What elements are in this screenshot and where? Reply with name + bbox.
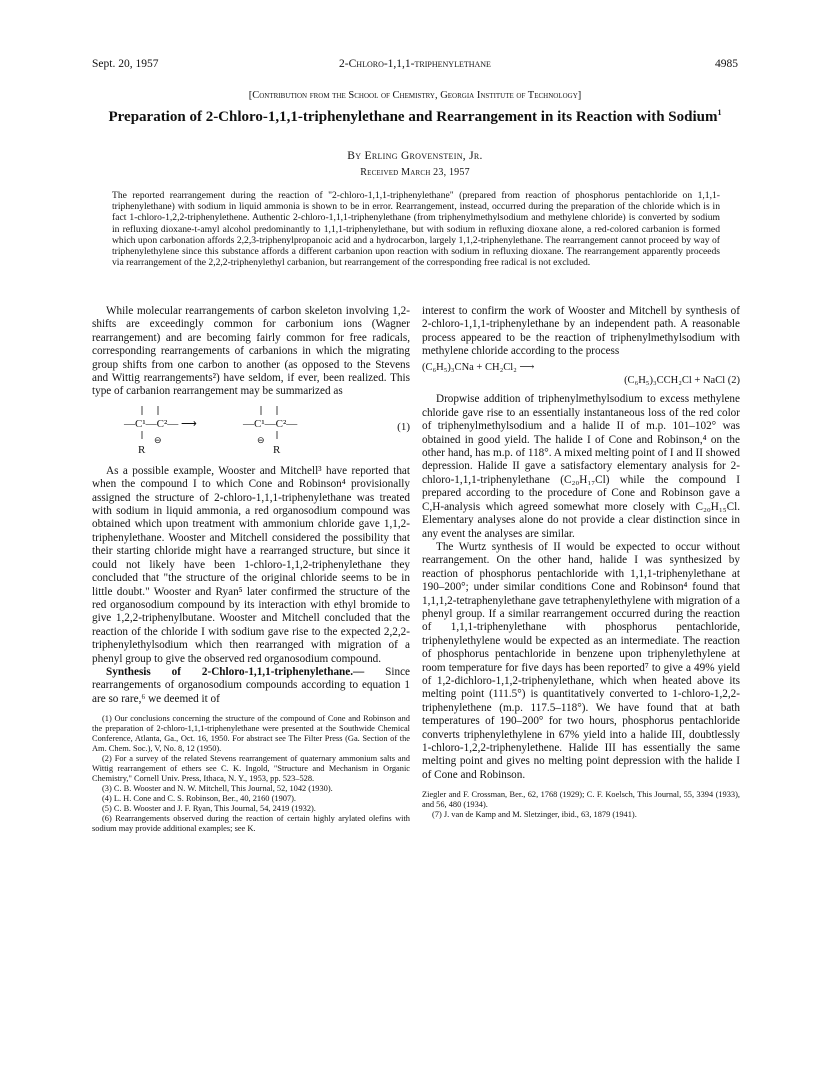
left-paragraph-3 — [92, 666, 410, 706]
eq1-right-R: R — [273, 443, 281, 456]
footnote-1: (1) Our conclusions concerning the structure of the compound of Cone and Robinson and the preparation of 2-chloro-1,1,1-triphenylethane were presented at the Southwide Chemical Conference, Atlanta, Ga., Oct. 16, 1950. For abstract see The Filter Press (Ga. Section of the Am. Chem. Soc.), V, No. 8, 12 (1950). — [92, 714, 410, 754]
abstract: The reported rearrangement during the reaction of "2-chloro-1,1,1-triphenylethane" (prepared from reaction of phosphorus pentachloride on 1,1,1-triphenylethane) with sodium in liquid ammonia is shown to be in error. Rearrangement, instead, occurred during the preparation of the chloride which is in fact 1-chloro-1,2,2-triphenylethene. Authentic 2-chloro-1,1,1-triphenylethane (from triphenylmethylsodium and methylene chloride) is converted by sodium in refluxing dioxane-t-amyl alcohol predominantly to 1,1,1-triphenylethane, but with sodium in refluxing dioxane alone, a red-colored carbanion is formed which upon carbonation affords 2,2,3-triphenylpropanoic acid and a hydrocarbon, largely 1,1,2-triphenylethane. The rearrangement cannot proceed by way of triphenylethylene since this substance affords a different carbanion upon reaction with sodium in refluxing dioxane. The rearrangement apparently proceeds via rearrangement of the 2,2,2-triphenylethyl carbanion, but rearrangement of the corresponding free radical is not excluded. — [112, 190, 720, 269]
running-head — [92, 58, 738, 74]
equation-2-line-2: (C₆H₅)₃CCH₂Cl + NaCl (2) — [624, 375, 740, 387]
equation-2 — [422, 361, 740, 388]
running-head-title: 2-Chloro-1,1,1-triphenylethane — [339, 58, 491, 70]
footnote-2: (2) For a survey of the related Stevens rearrangement of quaternary ammonium salts and Wittig rearrangement of ethers see C. K. Ingold, "Structure and Mechanism in Organic Chemistry," Cornell Univ. Press, Ithaca, N. Y., 1953, pp. 523–528. — [92, 754, 410, 784]
left-paragraph-3-text: Since rearrangements of organosodium compounds according to equation 1 are so rare,⁶ we deemed it of — [92, 665, 411, 705]
paper-title-text: Preparation of 2-Chloro-1,1,1-triphenylethane and Rearrangement in its Reaction with Sodium — [108, 109, 718, 125]
left-footnotes — [92, 714, 410, 834]
right-column — [422, 305, 740, 820]
right-paragraph-1: interest to confirm the work of Wooster and Mitchell by synthesis of 2-chloro-1,1,1-triphenylethane by an independent path. A reasonable process appeared to be the reaction of triphenylmethylsodium with methylene chloride according to the process — [422, 305, 740, 358]
footnote-6: (6) Rearrangements observed during the reaction of certain highly arylated olefins with sodium may provide additional examples; see K. — [92, 814, 410, 834]
right-paragraph-2: Dropwise addition of triphenylmethylsodium to excess methylene chloride gave rise to an essentially instantaneous loss of the red color of triphenylmethylsodium and a halide II of m.p. 101–102° was obtained in good yield. The halide I of Cone and Robinson,⁴ on the other hand, has m.p. of 118°. A mixed melting point of I and II showed depression. Halide II gave a satisfactory elementary analysis for 2-chloro-1,1,1-triphenylethane (C₂₀H₁₇Cl) while the compound I prepared according to the procedure of Cone and Robinson gave a C,H-analysis which agreed somewhat more closely with C₂₀H₁₅Cl. Elementary analyses alone do not provide a clear distinction since in any event the analyses are similar. — [422, 393, 740, 540]
contribution-line: [Contribution from the School of Chemistry, Georgia Institute of Technology] — [248, 90, 582, 101]
footnote-3: (3) C. B. Wooster and N. W. Mitchell, This Journal, 52, 1042 (1930). — [102, 784, 333, 794]
eq1-right-formula: —C¹—C²— — [243, 417, 298, 430]
page-number: 4985 — [715, 58, 738, 70]
right-footnotes — [422, 790, 740, 820]
paper-title — [92, 108, 738, 126]
running-head-date: Sept. 20, 1957 — [92, 58, 159, 70]
rearrangement-scheme — [114, 403, 364, 459]
footnote-5: (5) C. B. Wooster and J. F. Ryan, This Journal, 54, 2419 (1932). — [102, 804, 316, 814]
left-column — [92, 305, 410, 834]
eq1-left-R: R — [138, 443, 146, 456]
left-paragraph-1: While molecular rearrangements of carbon skeleton involving 1,2-shifts are exceedingly common for carbonium ions (Wagner rearrangement) and are becoming fairly common for free radicals, corresponding rearrangements of carbanions in which the migrating group shifts from one carbon to another (as opposed to the Stevens and Wittig rearrangements²) have seldom, if ever, been realized. This type of carbanion rearrangement may be summarized as — [92, 305, 410, 398]
eq1-right-minus: ⊖ — [257, 434, 265, 445]
equation-1 — [92, 403, 410, 461]
left-paragraph-2: As a possible example, Wooster and Mitchell³ have reported that when the compound I to which Cone and Robinson⁴ provisionally assigned the structure of 2-chloro-1,1,1-triphenylethane was treated with sodium in liquid ammonia, a red organosodium compound was obtained which upon treatment with ammonium chloride gave 1,1,2-triphenylethane. Wooster and Mitchell considered the possibility that their starting chloride might have a rearranged structure, but since it could not likely have been 1-chloro-1,1,2-triphenylethane they concluded that "the structure of the original chloride seems to be in little doubt." Wooster and Ryan⁵ later confirmed the structure of the red organosodium compound by its interaction with ethyl bromide to give 1,2,2-triphenylbutane. Wooster and Mitchell concluded that the reaction of the chloride I with sodium gave rise to the expected 2,2,2-triphenylethylsodium which then rearranged with migration of a phenyl group to give the observed red organosodium compound. — [92, 464, 410, 665]
footnote-7: (7) J. van de Kamp and M. Sletzinger, ibid., 63, 1879 (1941). — [432, 810, 637, 820]
eq1-left-formula: —C¹—C²— ⟶ — [124, 417, 197, 430]
title-footnote-mark: 1 — [717, 108, 722, 117]
equation-1-number: (1) — [397, 420, 410, 433]
eq1-left-minus: ⊖ — [154, 434, 162, 445]
author-line: By Erling Grovenstein, Jr. — [347, 150, 483, 162]
footnote-6-continued: Ziegler and F. Crossman, Ber., 62, 1768 (1929); C. F. Koelsch, This Journal, 55, 3394 (1933), and 56, 480 (1934). — [422, 790, 740, 810]
received-date: Received March 23, 1957 — [360, 167, 470, 178]
section-heading-synthesis: Synthesis of 2-Chloro-1,1,1-triphenylethane.— — [106, 665, 365, 678]
footnote-4: (4) L. H. Cone and C. S. Robinson, Ber., 40, 2160 (1907). — [102, 794, 297, 804]
right-paragraph-3: The Wurtz synthesis of II would be expected to occur without rearrangement. On the other hand, halide I was synthesized by reaction of phosphorus pentachloride with 1,1,1-triphenylethane at 190–200°; under similar conditions Cone and Robinson⁴ found that 1,1,1,2-tetraphenylethane gave tetraphenylethylene with migration of a phenyl group. If a similar rearrangement occurred during the reaction of 1,1,1-triphenylethane with phosphorus pentachloride, triphenylethylene would be expected as an intermediate. The reaction of phosphorus pentachloride in benzene upon triphenylethylene at room temperature for five days has been reported⁷ to give a 49% yield of 1,2-dichloro-1,1,2-triphenylethane, which when heated above its melting point (111.5°) is quantitatively converted to 1-chloro-1,2,2-triphenylethene (m.p. 117.5–118°). We have found that at bath temperatures of 190–200° for two hours, phosphorus pentachloride converts triphenylethylene in 67% yield into a halide III, doubtlessly 1-chloro-1,2,2-triphenylethene. Halide III has essentially the same melting point and gives no melting point depression with the halide I of Cone and Robinson. — [422, 540, 740, 781]
equation-2-line-1: (C₆H₅)₃CNa + CH₂Cl₂ ⟶ — [422, 361, 535, 373]
